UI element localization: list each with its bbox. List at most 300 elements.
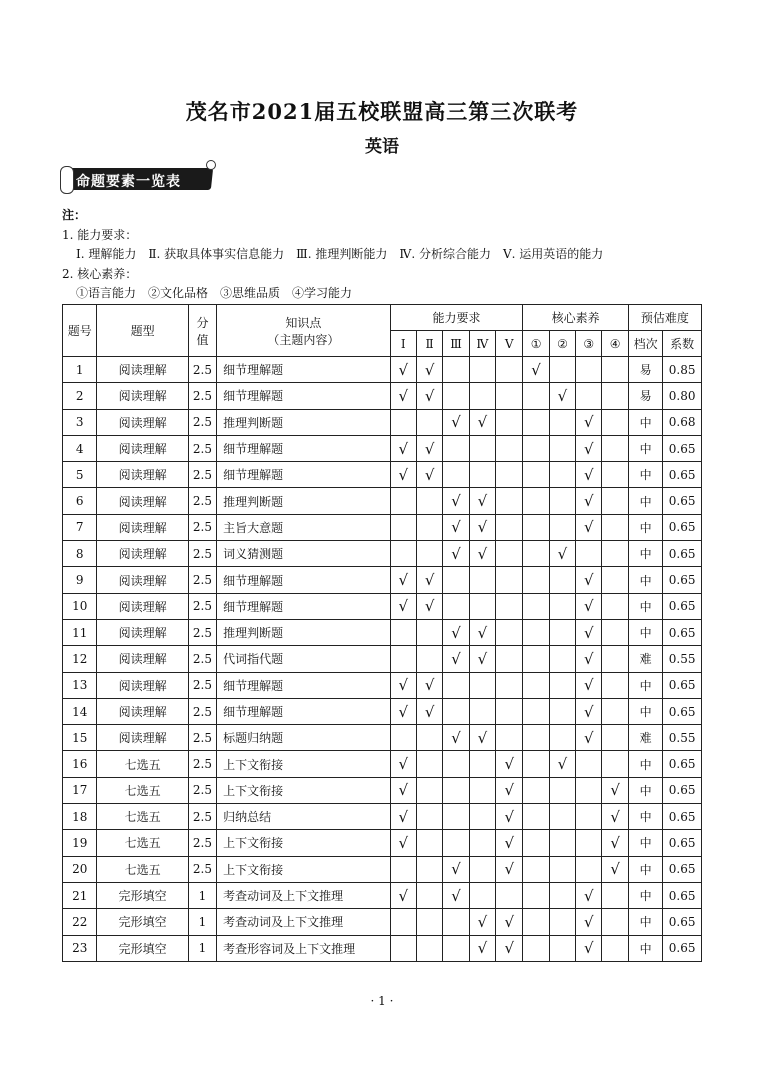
cell-ability-check [496,882,523,908]
cell-coef: 0.65 [663,698,702,724]
cell-ability-check: √ [496,751,523,777]
cell-core-check [602,619,628,645]
cell-ability-check: √ [416,357,442,383]
cell-ability-check [496,488,523,514]
cell-ability-check [390,488,416,514]
cell-type: 阅读理解 [97,725,188,751]
header-a3: Ⅲ [443,331,469,357]
page-number: · 1 · [370,994,394,1008]
table-row [63,567,702,593]
cell-knowledge: 词义猜测题 [217,541,390,567]
cell-core-check [523,488,549,514]
cell-core-check: √ [602,856,628,882]
cell-ability-check [416,541,442,567]
header-a4: Ⅳ [469,331,495,357]
cell-level: 中 [628,435,662,461]
cell-ability-check: √ [390,567,416,593]
cell-core-check [549,646,575,672]
cell-core-check [549,909,575,935]
cell-num: 1 [63,357,97,383]
cell-level: 中 [628,751,662,777]
cell-core-check [523,409,549,435]
cell-ability-check [496,409,523,435]
cell-level: 中 [628,856,662,882]
cell-coef: 0.65 [663,751,702,777]
table-row [63,725,702,751]
cell-ability-check [443,462,469,488]
cell-type: 阅读理解 [97,698,188,724]
cell-core-check [602,541,628,567]
cell-core-check [602,882,628,908]
header-score-b: 值 [196,332,209,347]
cell-core-check: √ [576,409,602,435]
cell-level: 中 [628,409,662,435]
cell-core-check [523,619,549,645]
cell-knowledge: 推理判断题 [217,488,390,514]
cell-core-check [523,856,549,882]
cell-knowledge: 细节理解题 [217,357,390,383]
cell-ability-check: √ [496,777,523,803]
cell-core-check [576,357,602,383]
cell-type: 七选五 [97,830,188,856]
cell-type: 阅读理解 [97,619,188,645]
cell-core-check [549,567,575,593]
cell-score: 1 [188,909,216,935]
cell-core-check [523,646,549,672]
cell-ability-check [496,514,523,540]
cell-ability-check: √ [390,698,416,724]
cell-ability-check: √ [390,882,416,908]
cell-knowledge: 代词指代题 [217,646,390,672]
cell-core-check: √ [602,777,628,803]
cell-type: 阅读理解 [97,488,188,514]
cell-ability-check [443,830,469,856]
cell-num: 3 [63,409,97,435]
header-coef: 系数 [663,331,702,357]
cell-core-check: √ [576,462,602,488]
cell-ability-check: √ [390,777,416,803]
cell-core-check [602,514,628,540]
cell-level: 中 [628,777,662,803]
cell-core-check [602,935,628,961]
cell-core-check [576,777,602,803]
header-c2: ② [549,331,575,357]
cell-core-check: √ [549,751,575,777]
cell-coef: 0.65 [663,593,702,619]
cell-ability-check [390,514,416,540]
cell-ability-check [416,725,442,751]
cell-core-check [523,830,549,856]
cell-ability-check: √ [469,619,495,645]
cell-knowledge: 上下文衔接 [217,856,390,882]
cell-score: 2.5 [188,698,216,724]
cell-core-check [549,619,575,645]
table-row [63,830,702,856]
cell-coef: 0.65 [663,856,702,882]
cell-core-check [523,567,549,593]
cell-ability-check [443,751,469,777]
header-ability: 能力要求 [390,305,523,331]
cell-coef: 0.65 [663,619,702,645]
cell-ability-check [496,357,523,383]
cell-ability-check: √ [443,488,469,514]
cell-ability-check [443,357,469,383]
cell-ability-check [469,882,495,908]
cell-ability-check [469,593,495,619]
cell-core-check [523,383,549,409]
cell-num: 2 [63,383,97,409]
page-title: 茂名市2021届五校联盟高三第三次联考 [185,99,579,124]
cell-ability-check: √ [469,935,495,961]
cell-ability-check [416,488,442,514]
header-c4: ④ [602,331,628,357]
cell-core-check: √ [576,882,602,908]
table-row [63,672,702,698]
cell-coef: 0.65 [663,777,702,803]
header-kp-b: （主题内容） [267,332,340,347]
table-row [63,383,702,409]
cell-core-check [602,357,628,383]
cell-level: 中 [628,619,662,645]
cell-core-check: √ [576,593,602,619]
cell-score: 2.5 [188,856,216,882]
cell-core-check [602,383,628,409]
cell-num: 12 [63,646,97,672]
cell-type: 阅读理解 [97,541,188,567]
cell-type: 完形填空 [97,935,188,961]
cell-num: 11 [63,619,97,645]
cell-ability-check [443,383,469,409]
cell-core-check: √ [576,619,602,645]
cell-ability-check [469,804,495,830]
cell-core-check [523,541,549,567]
cell-ability-check [496,593,523,619]
cell-ability-check: √ [469,646,495,672]
note-core-detail: ①语言能力 ②文化品格 ③思维品质 ④学习能力 [76,286,353,300]
cell-ability-check: √ [416,435,442,461]
cell-ability-check: √ [390,383,416,409]
cell-num: 14 [63,698,97,724]
cell-core-check [602,698,628,724]
cell-ability-check: √ [443,409,469,435]
cell-score: 2.5 [188,435,216,461]
cell-ability-check [390,619,416,645]
cell-num: 8 [63,541,97,567]
table-row [63,514,702,540]
cell-level: 中 [628,882,662,908]
cell-level: 中 [628,830,662,856]
cell-coef: 0.65 [663,909,702,935]
cell-knowledge: 归纳总结 [217,804,390,830]
cell-ability-check [390,935,416,961]
cell-level: 中 [628,672,662,698]
cell-ability-check: √ [416,672,442,698]
cell-ability-check [443,935,469,961]
cell-ability-check: √ [469,409,495,435]
cell-ability-check: √ [390,751,416,777]
cell-ability-check [496,383,523,409]
cell-knowledge: 细节理解题 [217,383,390,409]
cell-ability-check [416,856,442,882]
cell-coef: 0.65 [663,567,702,593]
cell-ability-check: √ [390,804,416,830]
cell-ability-check [469,698,495,724]
cell-ability-check [469,751,495,777]
cell-level: 易 [628,383,662,409]
cell-ability-check [496,672,523,698]
cell-knowledge: 细节理解题 [217,698,390,724]
cell-knowledge: 细节理解题 [217,672,390,698]
cell-num: 4 [63,435,97,461]
cell-core-check [576,830,602,856]
cell-ability-check: √ [469,514,495,540]
cell-core-check [549,672,575,698]
cell-score: 2.5 [188,462,216,488]
cell-level: 中 [628,462,662,488]
cell-num: 9 [63,567,97,593]
question-table [62,304,702,962]
cell-core-check [576,541,602,567]
cell-type: 完形填空 [97,882,188,908]
cell-core-check [602,672,628,698]
table-row [63,488,702,514]
cell-coef: 0.65 [663,882,702,908]
cell-core-check [602,488,628,514]
table-row [63,856,702,882]
cell-score: 1 [188,882,216,908]
cell-ability-check [469,856,495,882]
cell-score: 2.5 [188,830,216,856]
cell-num: 22 [63,909,97,935]
cell-ability-check [443,567,469,593]
cell-type: 阅读理解 [97,357,188,383]
cell-score: 2.5 [188,804,216,830]
cell-ability-check [469,357,495,383]
cell-core-check: √ [602,830,628,856]
cell-type: 完形填空 [97,909,188,935]
cell-num: 6 [63,488,97,514]
header-kp-a: 知识点 [285,315,322,330]
cell-score: 2.5 [188,619,216,645]
cell-core-check: √ [576,698,602,724]
cell-core-check [602,593,628,619]
cell-ability-check: √ [443,725,469,751]
cell-core-check [602,725,628,751]
cell-core-check [549,593,575,619]
cell-knowledge: 标题归纳题 [217,725,390,751]
cell-ability-check [469,830,495,856]
cell-ability-check: √ [416,383,442,409]
cell-knowledge: 上下文衔接 [217,777,390,803]
table-row [63,593,702,619]
header-score-a: 分 [196,315,209,330]
cell-ability-check [496,541,523,567]
cell-ability-check [469,672,495,698]
cell-ability-check: √ [443,646,469,672]
cell-core-check [549,935,575,961]
header-knowledge [217,305,390,357]
cell-core-check [576,856,602,882]
cell-num: 15 [63,725,97,751]
cell-coef: 0.85 [663,357,702,383]
cell-ability-check: √ [496,804,523,830]
cell-type: 七选五 [97,804,188,830]
cell-coef: 0.65 [663,935,702,961]
cell-coef: 0.65 [663,514,702,540]
cell-core-check [523,593,549,619]
cell-core-check [523,935,549,961]
cell-core-check [549,435,575,461]
cell-ability-check: √ [469,488,495,514]
cell-core-check: √ [576,435,602,461]
cell-core-check [602,751,628,777]
page-subtitle: 英语 [365,137,399,157]
cell-ability-check: √ [443,514,469,540]
cell-core-check [549,830,575,856]
cell-ability-check: √ [469,909,495,935]
scroll-curl-icon [60,166,74,194]
cell-core-check [549,698,575,724]
cell-knowledge: 考查形容词及上下文推理 [217,935,390,961]
cell-ability-check: √ [416,593,442,619]
cell-core-check: √ [576,514,602,540]
cell-ability-check: √ [496,909,523,935]
table-row [63,619,702,645]
cell-ability-check [416,619,442,645]
header-score [188,305,216,357]
cell-knowledge: 上下文衔接 [217,751,390,777]
cell-core-check [549,882,575,908]
cell-ability-check: √ [416,462,442,488]
cell-core-check [523,725,549,751]
header-c3: ③ [576,331,602,357]
cell-type: 阅读理解 [97,435,188,461]
cell-coef: 0.65 [663,462,702,488]
cell-ability-check [443,909,469,935]
cell-coef: 0.65 [663,830,702,856]
cell-level: 中 [628,804,662,830]
cell-ability-check: √ [469,541,495,567]
note-core-title: 2. 核心素养： [62,266,138,281]
cell-core-check [523,672,549,698]
cell-ability-check [416,646,442,672]
cell-type: 阅读理解 [97,383,188,409]
cell-ability-check [443,698,469,724]
cell-coef: 0.65 [663,541,702,567]
cell-core-check [549,357,575,383]
cell-type: 阅读理解 [97,514,188,540]
table-row [63,935,702,961]
cell-ability-check: √ [390,672,416,698]
cell-coef: 0.65 [663,804,702,830]
cell-ability-check [416,882,442,908]
table-row [63,435,702,461]
cell-type: 阅读理解 [97,567,188,593]
cell-core-check [576,804,602,830]
cell-core-check [576,383,602,409]
cell-core-check: √ [549,383,575,409]
cell-core-check [576,751,602,777]
cell-type: 七选五 [97,751,188,777]
cell-level: 难 [628,725,662,751]
cell-ability-check [390,909,416,935]
cell-ability-check [416,935,442,961]
cell-num: 10 [63,593,97,619]
cell-core-check [602,462,628,488]
cell-num: 20 [63,856,97,882]
scroll-end-icon [206,160,216,170]
cell-core-check [549,804,575,830]
header-num: 题号 [63,305,97,357]
cell-score: 2.5 [188,357,216,383]
cell-ability-check [416,409,442,435]
cell-core-check: √ [523,357,549,383]
cell-level: 中 [628,909,662,935]
header-a1: Ⅰ [390,331,416,357]
cell-knowledge: 主旨大意题 [217,514,390,540]
cell-core-check: √ [576,567,602,593]
table-row [63,909,702,935]
cell-score: 2.5 [188,777,216,803]
cell-core-check [549,725,575,751]
cell-ability-check [390,541,416,567]
cell-coef: 0.68 [663,409,702,435]
cell-ability-check [443,804,469,830]
cell-core-check [523,804,549,830]
cell-ability-check: √ [390,462,416,488]
cell-type: 七选五 [97,856,188,882]
cell-knowledge: 推理判断题 [217,619,390,645]
cell-core-check [602,435,628,461]
table-row [63,751,702,777]
table-row [63,409,702,435]
cell-core-check [549,777,575,803]
cell-knowledge: 考查动词及上下文推理 [217,882,390,908]
header-c1: ① [523,331,549,357]
cell-core-check [523,777,549,803]
cell-score: 2.5 [188,646,216,672]
cell-core-check [549,409,575,435]
header-difficulty: 预估难度 [628,305,701,331]
cell-knowledge: 细节理解题 [217,567,390,593]
table-row [63,698,702,724]
cell-core-check [523,698,549,724]
cell-score: 2.5 [188,725,216,751]
cell-score: 2.5 [188,383,216,409]
cell-num: 5 [63,462,97,488]
cell-ability-check [416,909,442,935]
cell-ability-check [443,672,469,698]
cell-level: 难 [628,646,662,672]
cell-knowledge: 细节理解题 [217,593,390,619]
cell-type: 阅读理解 [97,462,188,488]
cell-core-check [523,435,549,461]
table-row [63,462,702,488]
header-level: 档次 [628,331,662,357]
cell-knowledge: 推理判断题 [217,409,390,435]
cell-ability-check [416,804,442,830]
cell-core-check: √ [576,488,602,514]
cell-ability-check [416,777,442,803]
cell-core-check: √ [576,646,602,672]
cell-core-check: √ [602,804,628,830]
cell-core-check [549,488,575,514]
cell-core-check [549,856,575,882]
cell-score: 2.5 [188,514,216,540]
cell-ability-check: √ [496,935,523,961]
cell-ability-check: √ [390,435,416,461]
note-ability-detail: Ⅰ. 理解能力 Ⅱ. 获取具体事实信息能力 Ⅲ. 推理判断能力 Ⅳ. 分析综合能力 Ⅴ. 运用英语的能力 [76,247,604,261]
